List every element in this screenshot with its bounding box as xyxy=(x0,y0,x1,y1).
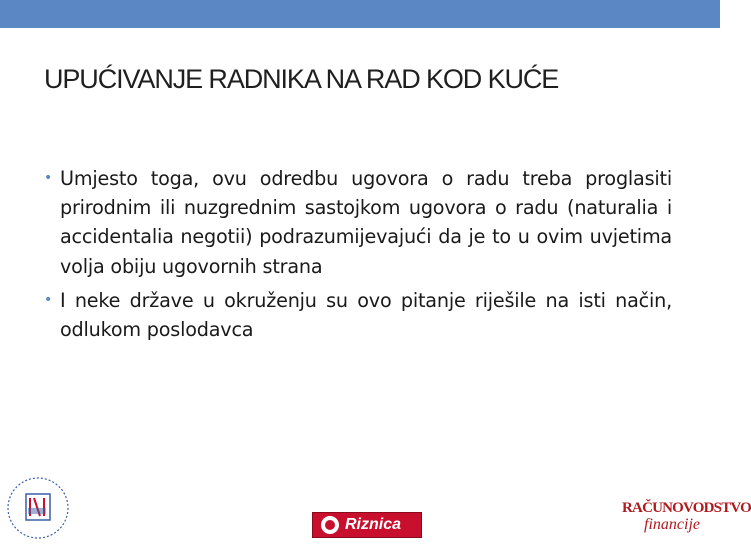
slide-content xyxy=(44,164,672,349)
riznica-logo-text: Riznica xyxy=(345,516,402,533)
bullet-text: Umjesto toga, ovu odredbu ugovora o radu treba proglasiti prirodnim ili nuzgrednim sastojkom ugovora o radu (naturalia i accidentalia negotii) podrazumijevajući da je to u ovim uvjetima volja obiju ugovornih strana xyxy=(60,167,672,278)
bullet-item xyxy=(44,286,672,344)
association-logo xyxy=(0,470,78,540)
racunovodstvo-logo-top: RAČUNOVODSTVO xyxy=(622,500,751,516)
top-accent-bar xyxy=(0,0,720,28)
bullet-icon: • xyxy=(44,170,53,186)
slide-title: UPUĆIVANJE RADNIKA NA RAD KOD KUĆE xyxy=(44,64,559,94)
bullet-item xyxy=(44,164,672,281)
riznica-logo xyxy=(312,512,422,538)
seal-icon xyxy=(0,470,78,540)
bullet-text: I neke države u okruženju su ovo pitanje riješile na isti način, odlukom poslodavca xyxy=(60,288,672,342)
bullet-icon: • xyxy=(44,291,53,308)
racunovodstvo-logo xyxy=(622,500,751,540)
racunovodstvo-logo-bottom: financije xyxy=(644,516,700,533)
riznica-seal-icon xyxy=(321,516,339,534)
